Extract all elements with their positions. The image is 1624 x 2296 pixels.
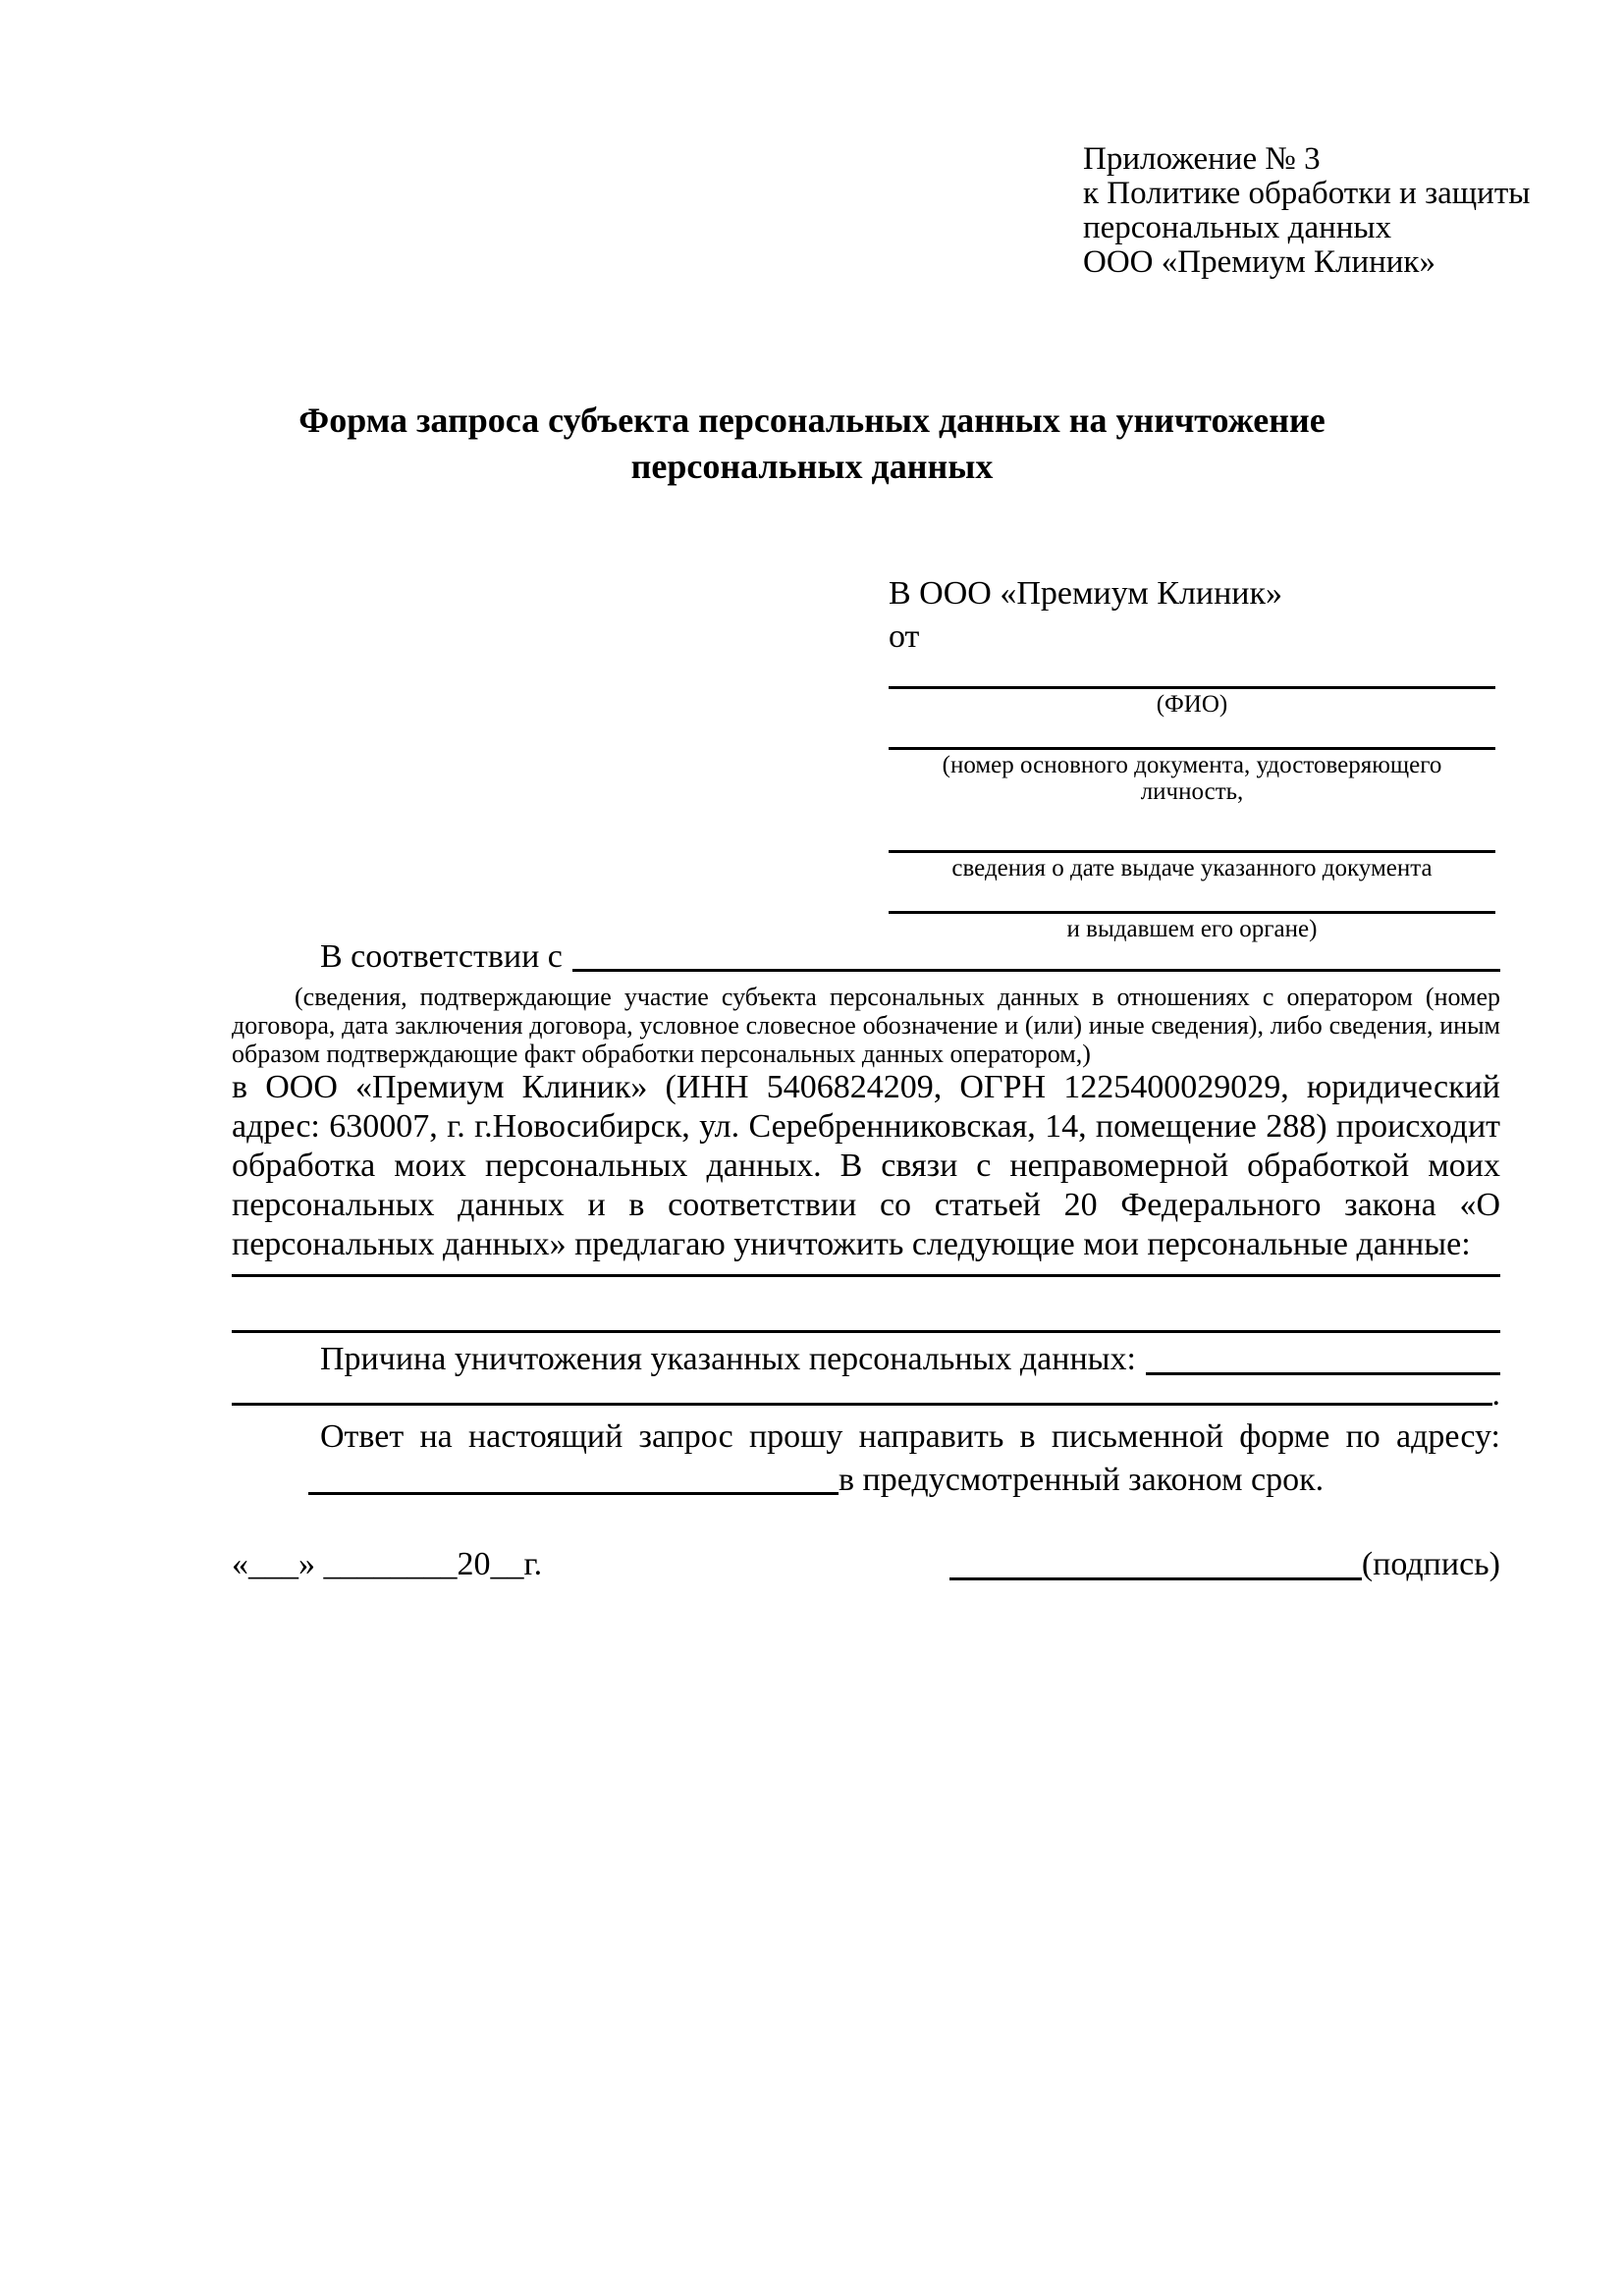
reason-continuation-row <box>232 1376 1500 1413</box>
answer-tail: в предусмотренный законом срок. <box>839 1462 1325 1498</box>
body-block <box>232 937 1500 1586</box>
issue-date-blank-line[interactable] <box>889 850 1495 853</box>
reason-label: Причина уничтожения указанных персональных данных: <box>320 1341 1136 1377</box>
issuing-authority-caption: и выдавшем его органе) <box>1066 916 1318 942</box>
annex-note-line: Приложение № 3 <box>1083 141 1321 177</box>
data-to-destroy-blank-line-1[interactable] <box>232 1274 1500 1277</box>
date-signature-row <box>232 1543 1500 1586</box>
addressee-to: В ООО «Премиум Клиник» <box>889 575 1283 612</box>
date-blank[interactable]: «___» ________20__г. <box>232 1546 543 1582</box>
accordance-label: В соответствии с <box>320 938 563 975</box>
accordance-row <box>232 937 1500 977</box>
document-number-caption: (номер основного документа, удостоверяющего личность, <box>942 752 1442 805</box>
fio-blank-line[interactable] <box>889 686 1495 689</box>
signature-blank-line[interactable] <box>949 1577 1362 1580</box>
fio-caption: (ФИО) <box>1156 691 1228 718</box>
addressee-block <box>889 572 1495 942</box>
document-title-line: Форма запроса субъекта персональных данных на уничтожение <box>298 400 1326 440</box>
main-paragraph: в ООО «Премиум Клиник» (ИНН 5406824209, ОГРН 1225400029029, юридический адрес: 630007, г. г.Новосибирск, ул. Серебренниковская, 14, помещение 288) происходит обработка моих персональных данных. В связи с неправомерной обработкой моих персональных данных и в соответствии со статьей 20 Федерального закона «О персональных данных» предлагаю уничтожить следующие мои персональные данные: <box>232 1069 1500 1262</box>
annex-note-line: персональных данных <box>1083 210 1392 245</box>
fine-print-note: (сведения, подтверждающие участие субъекта персональных данных в отношениях с оператором (номер договора, дата заключения договора, условное словесное обозначение и (или) иные сведения), либо сведения, иным образом подтверждающие факт обработки персональных данных оператором,) <box>232 983 1500 1068</box>
reason-row <box>232 1339 1500 1380</box>
annex-note-line: ООО «Премиум Клиник» <box>1083 244 1435 280</box>
document-title <box>0 398 1624 490</box>
annex-note-line: к Политике обработки и защиты <box>1083 176 1531 211</box>
document-number-blank-line[interactable] <box>889 747 1495 750</box>
answer-paragraph: Ответ на настоящий запрос прошу направить в письменной форме по адресу: <box>320 1418 1500 1455</box>
answer-address-row <box>232 1461 1500 1500</box>
issuing-authority-blank-line[interactable] <box>889 911 1495 914</box>
accordance-blank-line[interactable] <box>572 969 1500 972</box>
signature-group <box>949 1543 1500 1586</box>
issue-date-caption: сведения о дате выдаче указанного документа <box>951 855 1433 881</box>
signature-caption: (подпись) <box>1361 1546 1500 1582</box>
document-title-line: персональных данных <box>630 447 994 486</box>
addressee-from-label: от <box>889 618 920 655</box>
line-terminator: . <box>1491 1376 1500 1413</box>
data-to-destroy-blank-line-2[interactable] <box>232 1330 1500 1333</box>
reason-blank-line[interactable] <box>1146 1372 1500 1375</box>
annex-note <box>1083 142 1530 280</box>
address-blank-line[interactable] <box>308 1492 839 1495</box>
reason-blank-line-2[interactable] <box>232 1403 1492 1406</box>
